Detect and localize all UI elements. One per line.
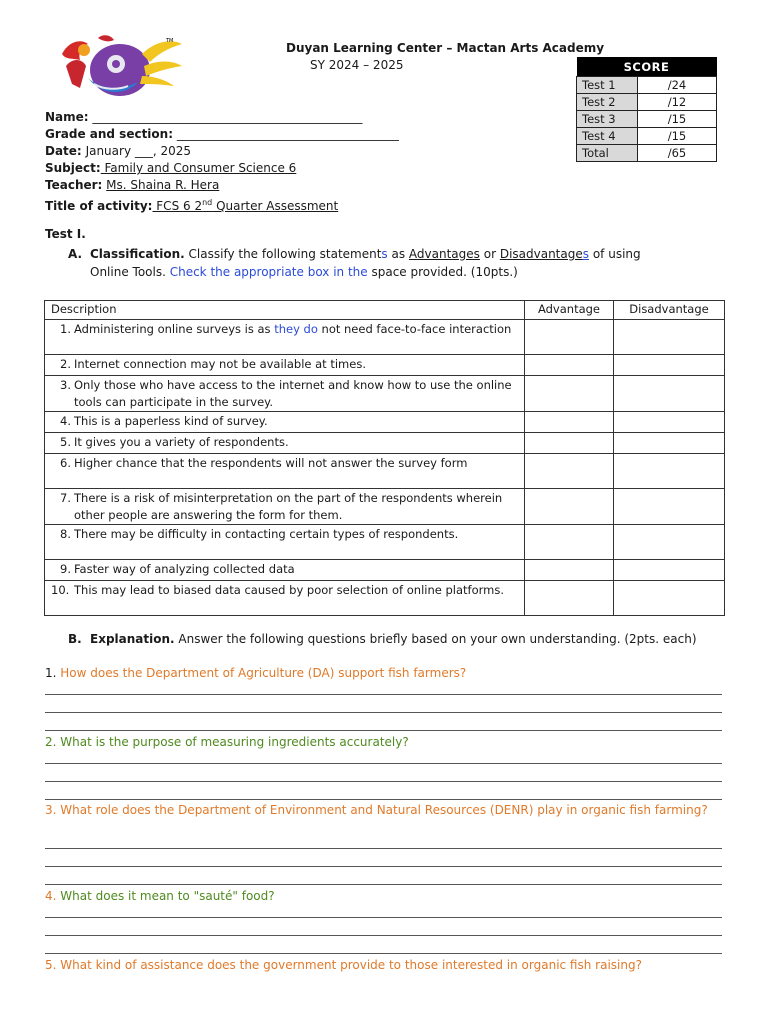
table-row: 3. Only those who have access to the internet and know how to use the online tools can participate in the survey. — [45, 376, 725, 412]
table-row: 9. Faster way of analyzing collected data — [45, 560, 725, 581]
table-row: 10. This may lead to biased data caused by poor selection of online platforms. — [45, 581, 725, 616]
table-row: 6. Higher chance that the respondents will not answer the survey form — [45, 454, 725, 489]
disadvantage-checkbox[interactable] — [614, 320, 725, 355]
disadvantage-checkbox[interactable] — [614, 489, 725, 525]
table-row: 1. Administering online surveys is as they do not need face-to-face interaction — [45, 320, 725, 355]
table-row: 5. It gives you a variety of respondents. — [45, 433, 725, 454]
table-row: 2. Internet connection may not be available at times. — [45, 355, 725, 376]
answer-line[interactable] — [45, 781, 722, 782]
col-header-disadvantage: Disadvantage — [614, 301, 725, 320]
teacher-field: Teacher: Ms. Shaina R. Hera — [45, 178, 220, 192]
advantage-checkbox[interactable] — [525, 454, 614, 489]
disadvantage-checkbox[interactable] — [614, 355, 725, 376]
advantage-checkbox[interactable] — [525, 581, 614, 616]
name-field[interactable]: Name: _____________________________________________ — [45, 110, 363, 124]
advantage-checkbox[interactable] — [525, 355, 614, 376]
score-row: Total /65 — [577, 145, 717, 162]
question-2: 2. What is the purpose of measuring ingredients accurately? — [45, 735, 409, 749]
advantage-checkbox[interactable] — [525, 433, 614, 454]
score-row: Test 2 /12 — [577, 94, 717, 111]
disadvantage-checkbox[interactable] — [614, 525, 725, 560]
question-5: 5. What kind of assistance does the government provide to those interested in organic fish raising? — [45, 958, 642, 972]
score-row: Test 1 /24 — [577, 77, 717, 94]
question-4: 4. What does it mean to "sauté" food? — [45, 889, 275, 903]
advantage-checkbox[interactable] — [525, 320, 614, 355]
table-row: 8. There may be difficulty in contacting certain types of respondents. — [45, 525, 725, 560]
subject-field: Subject: Family and Consumer Science 6 — [45, 161, 297, 175]
answer-line[interactable] — [45, 848, 722, 849]
answer-line[interactable] — [45, 866, 722, 867]
school-name: Duyan Learning Center – Mactan Arts Academy — [286, 41, 605, 55]
answer-line[interactable] — [45, 953, 722, 954]
disadvantage-checkbox[interactable] — [614, 412, 725, 433]
section-b-instructions: B. Explanation. Answer the following questions briefly based on your own understanding. (2pts. each) — [68, 632, 697, 646]
advantage-checkbox[interactable] — [525, 412, 614, 433]
test-1-heading: Test I. — [45, 227, 86, 241]
disadvantage-checkbox[interactable] — [614, 376, 725, 412]
advantage-checkbox[interactable] — [525, 376, 614, 412]
section-a-instructions: A. Classification. Classify the following statements as Advantages or Disadvantages of using Online Tools. Check the appropriate box in the space provided. (10pts.) — [68, 247, 641, 279]
table-row: 4. This is a paperless kind of survey. — [45, 412, 725, 433]
disadvantage-checkbox[interactable] — [614, 454, 725, 489]
score-title: SCORE — [577, 57, 717, 77]
score-table — [576, 57, 717, 162]
answer-line[interactable] — [45, 799, 722, 800]
answer-line[interactable] — [45, 935, 722, 936]
school-year: SY 2024 – 2025 — [310, 58, 404, 72]
answer-line[interactable] — [45, 712, 722, 713]
activity-title-field: Title of activity: FCS 6 2nd Quarter Assessment — [45, 198, 339, 213]
table-row: 7. There is a risk of misinterpretation on the part of the respondents wherein other people are answering the form for them. — [45, 489, 725, 525]
trademark-mark: TM — [166, 38, 174, 44]
question-3: 3. What role does the Department of Environment and Natural Resources (DENR) play in organic fish farming? — [45, 803, 708, 817]
advantage-checkbox[interactable] — [525, 560, 614, 581]
answer-line[interactable] — [45, 917, 722, 918]
classification-table — [44, 300, 725, 616]
disadvantage-checkbox[interactable] — [614, 581, 725, 616]
advantage-checkbox[interactable] — [525, 489, 614, 525]
disadvantage-checkbox[interactable] — [614, 433, 725, 454]
answer-line[interactable] — [45, 730, 722, 731]
answer-line[interactable] — [45, 763, 722, 764]
col-header-description: Description — [45, 301, 525, 320]
school-logo — [58, 32, 186, 106]
date-field: Date: January ___, 2025 — [45, 144, 192, 158]
score-row: Test 4 /15 — [577, 128, 717, 145]
grade-field[interactable]: Grade and section: _____________________________________ — [45, 127, 399, 141]
advantage-checkbox[interactable] — [525, 525, 614, 560]
col-header-advantage: Advantage — [525, 301, 614, 320]
question-1: 1. How does the Department of Agriculture (DA) support fish farmers? — [45, 666, 467, 680]
score-row: Test 3 /15 — [577, 111, 717, 128]
disadvantage-checkbox[interactable] — [614, 560, 725, 581]
answer-line[interactable] — [45, 884, 722, 885]
answer-line[interactable] — [45, 694, 722, 695]
